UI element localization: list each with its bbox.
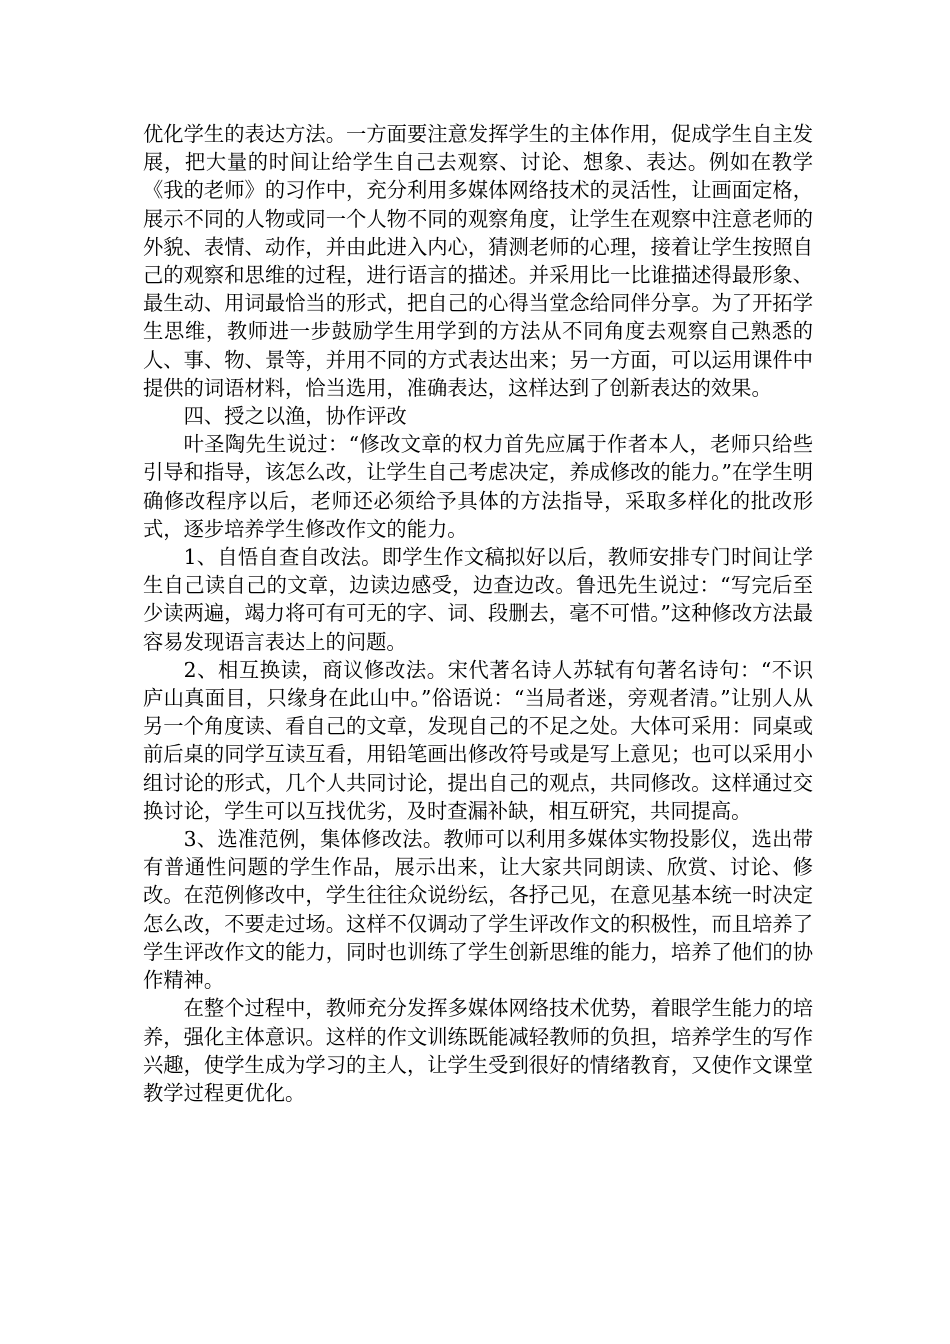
paragraph-conclusion: 在整个过程中，教师充分发挥多媒体网络技术优势，着眼学生能力的培养，强化主体意识。这样的作文训练既能减轻教师的负担，培养学生的写作兴趣，使学生成为学习的主人，让学生受到很好的情绪教育，又使作文课堂教学过程更优化。 — [143, 996, 813, 1105]
paragraph-quote-ye-shengtao: 叶圣陶先生说过：“修改文章的权力首先应属于作者本人，老师只给些引导和指导，该怎么改，让学生自己考虑决定，养成修改的能力。”在学生明确修改程序以后，老师还必须给予具体的方法指导，采取多样化的批改形式，逐步培养学生修改作文的能力。 — [143, 432, 813, 541]
paragraph-method-1: 1、自悟自查自改法。即学生作文稿拟好以后，教师安排专门时间让学生自己读自己的文章，边读边感受，边查边改。鲁迅先生说过：“写完后至少读两遍，竭力将可有可无的字、词、段删去，毫不可惜。”这种修改方法最容易发现语言表达上的问题。 — [143, 545, 813, 654]
paragraph-continuation: 优化学生的表达方法。一方面要注意发挥学生的主体作用，促成学生自主发展，把大量的时间让给学生自己去观察、讨论、想象、表达。例如在教学《我的老师》的习作中，充分利用多媒体网络技术的灵活性，让画面定格，展示不同的人物或同一个人物不同的观察角度，让学生在观察中注意老师的外貌、表情、动作，并由此进入内心，猜测老师的心理，接着让学生按照自己的观察和思维的过程，进行语言的描述。并采用比一比谁描述得最形象、最生动、用词最恰当的形式，把自己的心得当堂念给同伴分享。为了开拓学生思维，教师进一步鼓励学生用学到的方法从不同角度去观察自己熟悉的人、事、物、景等，并用不同的方式表达出来；另一方面，可以运用课件中提供的词语材料，恰当选用，准确表达，这样达到了创新表达的效果。 — [143, 122, 813, 400]
section-heading: 四、授之以渔，协作评改 — [183, 404, 407, 429]
document-body — [143, 120, 813, 1107]
paragraph-method-3: 3、选准范例，集体修改法。教师可以利用多媒体实物投影仪，选出带有普通性问题的学生作品，展示出来，让大家共同朗读、欣赏、讨论、修改。在范例修改中，学生往往众说纷纭，各抒己见，在意见基本统一时决定怎么改，不要走过场。这样不仅调动了学生评改作文的积极性，而且培养了学生评改作文的能力，同时也训练了学生创新思维的能力，培养了他们的协作精神。 — [143, 827, 813, 993]
paragraph-method-2: 2、相互换读，商议修改法。宋代著名诗人苏轼有句著名诗句：“不识庐山真面目，只缘身在此山中。”俗语说：“当局者迷，旁观者清。”让别人从另一个角度读、看自己的文章，发现自己的不足之处。大体可采用：同桌或前后桌的同学互读互看，用铅笔画出修改符号或是写上意见；也可以采用小组讨论的形式，几个人共同讨论，提出自己的观点，共同修改。这样通过交换讨论，学生可以互找优劣，及时查漏补缺，相互研究，共同提高。 — [143, 657, 813, 823]
